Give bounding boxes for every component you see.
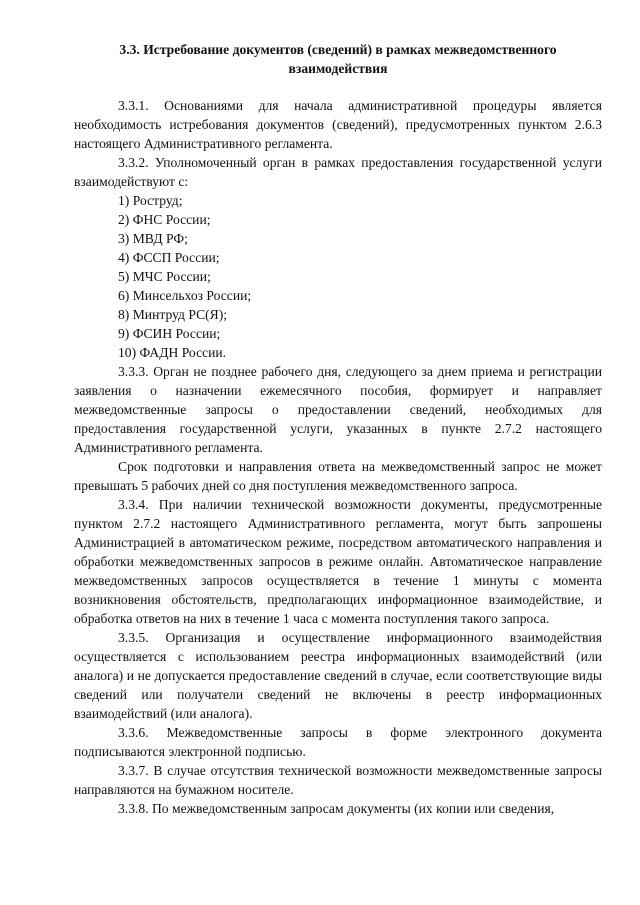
paragraph-3-3-7: 3.3.7. В случае отсутствия технической возможности межведомственные запросы направляются на бумажном носителе.	[74, 763, 602, 797]
list-item: 4) ФССП России;	[118, 250, 220, 265]
document-page	[74, 40, 602, 818]
list-item: 8) Минтруд РС(Я);	[118, 307, 228, 322]
paragraph-3-3-3: 3.3.3. Орган не позднее рабочего дня, следующего за днем приема и регистрации заявления о назначении ежемесячного пособия, формирует и направляет межведомственные запросы о предоставлении сведений, необходимых для предоставления государственной услуги, указанных в пункте 2.7.2 настоящего Административного регламента.	[74, 364, 602, 455]
list-item: 3) МВД РФ;	[118, 231, 188, 246]
agency-list	[74, 191, 602, 362]
list-item: 1) Роструд;	[118, 193, 183, 208]
paragraph-3-3-8: 3.3.8. По межведомственным запросам документы (их копии или сведения,	[118, 801, 555, 816]
list-item: 2) ФНС России;	[118, 212, 211, 227]
section-title: 3.3. Истребование документов (сведений) в рамках межведомственного взаимодействия	[119, 42, 557, 76]
paragraph-3-3-2: 3.3.2. Уполномоченный орган в рамках предоставления государственной услуги взаимодействуют с:	[74, 155, 602, 189]
paragraph-response-deadline: Срок подготовки и направления ответа на межведомственный запрос не может превышать 5 рабочих дней со дня поступления межведомственного запроса.	[74, 459, 602, 493]
paragraph-3-3-4: 3.3.4. При наличии технической возможности документы, предусмотренные пунктом 2.7.2 настоящего Административного регламента, могут быть запрошены Администрацией в автоматическом режиме, посредством автоматического направления и обработки межведомственных запросов в режиме онлайн. Автоматическое направление межведомственных запросов осуществляется в течение 1 минуты с момента возникновения обстоятельств, предполагающих информационное взаимодействие, и обработка ответов на них в течение 1 часа с момента поступления такого запроса.	[74, 497, 602, 626]
list-item: 10) ФАДН России.	[118, 345, 227, 360]
paragraph-3-3-5: 3.3.5. Организация и осуществление информационного взаимодействия осуществляется с использованием реестра информационных взаимодействий (или аналога) и не допускается предоставление сведений в случае, если соответствующие виды сведений или получатели сведений не включены в реестр информационных взаимодействий (или аналога).	[74, 630, 602, 721]
paragraph-3-3-6: 3.3.6. Межведомственные запросы в форме электронного документа подписываются электронной подписью.	[74, 725, 602, 759]
list-item: 5) МЧС России;	[118, 269, 211, 284]
paragraph-3-3-1: 3.3.1. Основаниями для начала административной процедуры является необходимость истребования документов (сведений), предусмотренных пунктом 2.6.3 настоящего Административного регламента.	[74, 98, 602, 151]
list-item: 9) ФСИН России;	[118, 326, 221, 341]
list-item: 6) Минсельхоз России;	[118, 288, 252, 303]
